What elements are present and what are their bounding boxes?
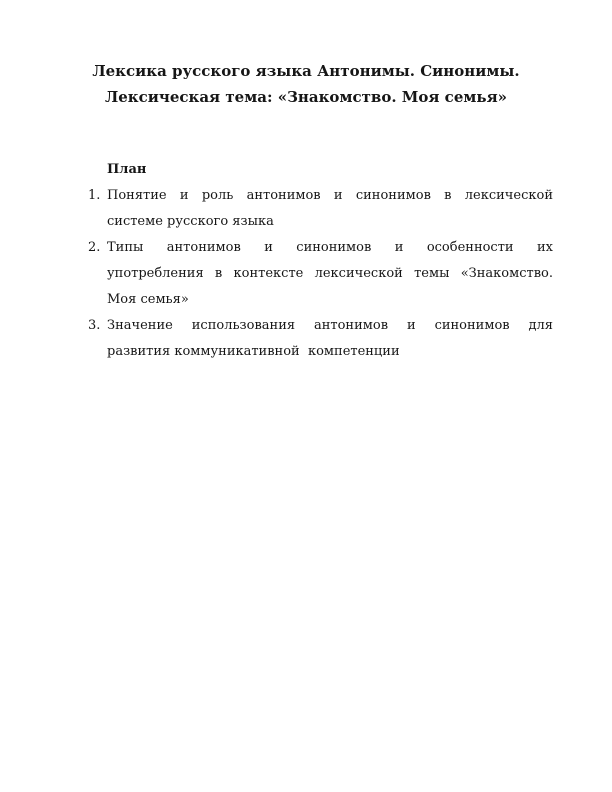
item-text — [107, 235, 553, 313]
document-title — [40, 58, 572, 110]
item-number: 1. — [88, 188, 101, 203]
item-text — [107, 183, 553, 235]
item-line: развития коммуникативной компетенции — [107, 344, 400, 359]
plan-heading: План — [107, 162, 147, 177]
title-line: Лексическая тема: «Знакомство. Моя семья» — [104, 88, 508, 106]
item-number: 3. — [88, 318, 101, 333]
list-item — [88, 313, 553, 365]
plan-list — [88, 183, 553, 365]
item-line: Значение использования антонимов и синонимов для — [107, 318, 553, 333]
list-item — [88, 183, 553, 235]
item-line: Типы антонимов и синонимов и особенности их — [107, 240, 553, 255]
title-line: Лексика русского языка Антонимы. Синонимы. — [92, 62, 520, 80]
item-number: 2. — [88, 240, 101, 255]
item-line: Понятие и роль антонимов и синонимов в лексической — [107, 188, 553, 203]
item-line: Моя семья» — [107, 292, 189, 307]
item-line: употребления в контексте лексической темы «Знакомство. — [107, 266, 553, 281]
list-item — [88, 235, 553, 313]
item-line: системе русского языка — [107, 214, 274, 229]
item-text — [107, 313, 553, 365]
document-body — [88, 157, 553, 365]
